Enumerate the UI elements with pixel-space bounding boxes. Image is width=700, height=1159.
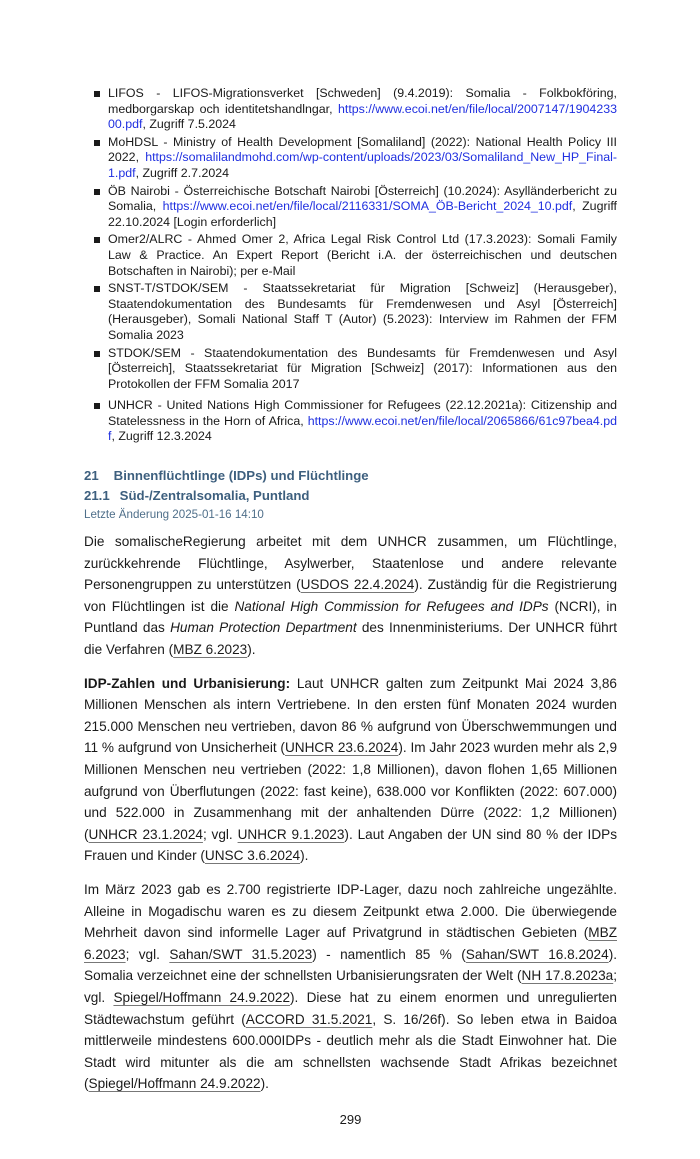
text-segment: ).	[300, 848, 309, 864]
bullet-icon	[94, 140, 100, 146]
subsection-number: 21.1	[84, 488, 110, 504]
text-segment: , Zugriff 22.10.2024 [Login erforderlich]	[108, 199, 617, 229]
text-segment: STDOK/SEM - Staatendokumentation des Bundesamts für Fremdenwesen und Asyl [Österreich], Staatssekretariat für Migration [Schweiz] (2017): Informationen aus den Protokollen der FFM Somalia 2017	[108, 345, 617, 391]
bold-lead-in: IDP-Zahlen und Urbanisierung:	[84, 675, 291, 691]
text-segment: ).	[247, 642, 256, 658]
paragraph	[84, 879, 617, 1095]
reference-item	[92, 398, 617, 445]
text-segment: Laut UNHCR galten zum Zeitpunkt Mai 2024 3,86 Millionen Menschen als intern Vertriebene. In den ersten fünf Monaten 2024 wurden 215.000 Menschen neu vertrieben, davon 86 % aufgrund von Überschwemmungen und 11 % aufgrund von Unsicherheit (	[84, 675, 617, 756]
citation-link[interactable]: MBZ 6.2023	[173, 642, 248, 658]
subsection-heading	[84, 487, 617, 505]
reference-item	[92, 346, 617, 393]
text-segment: Die somalischeRegierung arbeitet mit dem UNHCR zusammen, um Flüchtlinge, zurückkehrende Flüchtlinge, Asylwerber, Staatenlose und andere relevante Personengruppen zu unterstützen (	[84, 534, 617, 593]
citation-link[interactable]: Sahan/SWT 16.8.2024	[465, 946, 609, 962]
text-segment: ). Somalia verzeichnet eine der schnellsten Urbanisierungsraten der Welt (	[84, 946, 617, 984]
reference-list	[92, 86, 617, 445]
text-segment: UNHCR - United Nations High Commissioner for Refugees (22.12.2021a): Citizenship and Statelessness in the Horn of Africa,	[108, 398, 617, 428]
text-segment: ; vgl.	[84, 968, 617, 1005]
citation-link[interactable]: ACCORD 31.5.2021	[245, 1011, 373, 1027]
citation-link[interactable]: UNHCR 9.1.2023	[237, 826, 345, 842]
paragraph	[84, 673, 617, 867]
citation-link[interactable]: UNHCR 23.1.2024	[88, 826, 203, 842]
text-segment: ) - namentlich 85 % (	[312, 946, 466, 962]
text-segment: ). Zuständig für die Registrierung von Flüchtlingen ist die	[84, 577, 617, 614]
body-text	[84, 531, 617, 1095]
text-segment: ÖB Nairobi - Österreichische Botschaft Nairobi [Österreich] (10.2024): Asylländerbericht zu Somalia,	[108, 183, 617, 214]
bullet-icon	[94, 403, 100, 409]
text-segment: des Innenministeriums. Der UNHCR führt die Verfahren (	[84, 620, 617, 658]
reference-item	[92, 281, 617, 343]
citation-link[interactable]: USDOS 22.4.2024	[300, 577, 415, 593]
citation-link[interactable]: MBZ 6.2023	[84, 925, 617, 962]
citation-link[interactable]: Spiegel/Hoffmann 24.9.2022	[113, 989, 291, 1005]
bullet-icon	[94, 237, 100, 243]
text-segment: , Zugriff 12.3.2024	[111, 429, 212, 444]
text-segment: , Zugriff 7.5.2024	[142, 117, 236, 132]
text-segment: ). Diese hat zu einem enormen und unregulierten Städtewachstum geführt (	[84, 989, 617, 1027]
text-segment: ). Laut Angaben der UN sind 80 % der IDPs Frauen und Kinder (	[84, 826, 617, 864]
bullet-icon	[94, 189, 100, 195]
reference-link[interactable]: https://www.ecoi.net/en/file/local/2065866/61c97bea4.pdf	[108, 413, 617, 444]
text-segment: ). Im Jahr 2023 wurden mehr als 2,9 Millionen Menschen neu vertrieben (2022: 1,8 Millionen), davon flohen 1,65 Millionen aufgrund von Überflutungen (2022: fast keine), 638.000 vor Konflikten (2022: 607.000) und 522.000 in Zusammenhang mit der anhaltenden Dürre (2022: 1,2 Millionen) (	[84, 740, 618, 842]
section-heading	[84, 467, 617, 485]
reference-item	[92, 86, 617, 133]
reference-item	[92, 184, 617, 231]
reference-link[interactable]: https://www.ecoi.net/en/file/local/2116331/SOMA_ÖB-Bericht_2024_10.pdf	[162, 199, 573, 214]
section-title: Binnenflüchtlinge (IDPs) und Flüchtlinge	[113, 468, 369, 484]
citation-link[interactable]: NH 17.8.2023a	[521, 968, 614, 984]
section-number: 21	[84, 468, 99, 484]
text-segment: ).	[260, 1076, 269, 1092]
text-segment: Im März 2023 gab es 2.700 registrierte IDP-Lager, dazu noch zahlreiche ungezählte. Alleine in Mogadischu waren es zu diesem Zeitpunkt etwa 2.000. Die überwiegende Mehrheit davon sind informelle Lager auf Privatgrund in städtischen Gebieten (	[84, 881, 617, 941]
citation-link[interactable]: UNHCR 23.6.2024	[284, 740, 399, 756]
text-segment: ; vgl.	[202, 826, 238, 842]
bullet-icon	[94, 91, 100, 97]
paragraph	[84, 531, 617, 661]
reference-item	[92, 232, 617, 279]
bullet-icon	[94, 351, 100, 357]
last-change-date: Letzte Änderung 2025-01-16 14:10	[84, 508, 264, 522]
text-segment: , Zugriff 2.7.2024	[135, 165, 230, 180]
italic-term: National High Commission for Refugees and IDPs	[234, 598, 549, 614]
text-segment: , S. 16/26f). So leben etwa in Baidoa mittlerweile mindestens 600.000IDPs - deutlich mehr als die Stadt Einwohner hat. Die Stadt wird mitunter als die am schnellsten wachsende Stadt Afrikas bezeichnet (	[84, 1011, 617, 1092]
reference-item	[92, 135, 617, 182]
citation-link[interactable]: Sahan/SWT 31.5.2023	[169, 946, 313, 962]
reference-link[interactable]: https://www.ecoi.net/en/file/local/2007147/190423300.pdf	[108, 101, 617, 132]
text-segment: Omer2/ALRC - Ahmed Omer 2, Africa Legal Risk Control Ltd (17.3.2023): Somali Family Law & Practice. An Expert Report (Bericht i.A. der österreichischen und deutschen Botschaften in Nairobi); per e-Mail	[108, 232, 617, 278]
text-segment: SNST-T/STDOK/SEM - Staatssekretariat für Migration [Schweiz] (Herausgeber), Staatendokumentation des Bundesamts für Fremdenwesen und Asyl [Österreich] (Herausgeber), Somali National Staff T (Autor) (5.2023): Interview im Rahmen der FFM Somalia 2023	[108, 281, 617, 342]
citation-link[interactable]: Spiegel/Hoffmann 24.9.2022	[88, 1076, 261, 1092]
text-segment: ; vgl.	[125, 946, 170, 962]
text-segment: LIFOS - LIFOS-Migrationsverket [Schweden] (9.4.2019): Somalia - Folkbokföring, medborgarskap och identitetshandlngar,	[108, 86, 617, 116]
bullet-icon	[94, 286, 100, 292]
citation-link[interactable]: UNSC 3.6.2024	[204, 848, 301, 864]
text-segment: MoHDSL - Ministry of Health Development [Somaliland] (2022): National Health Policy III 2022,	[108, 134, 617, 165]
page-number: 299	[339, 1111, 362, 1127]
text-segment: (NCRI), in Puntland das	[84, 598, 617, 636]
subsection-title: Süd-/Zentralsomalia, Puntland	[119, 488, 310, 504]
italic-term: Human Protection Department	[170, 620, 357, 636]
reference-link[interactable]: https://somalilandmohd.com/wp-content/uploads/2023/03/Somaliland_New_HP_Final-1.pdf	[108, 150, 617, 180]
